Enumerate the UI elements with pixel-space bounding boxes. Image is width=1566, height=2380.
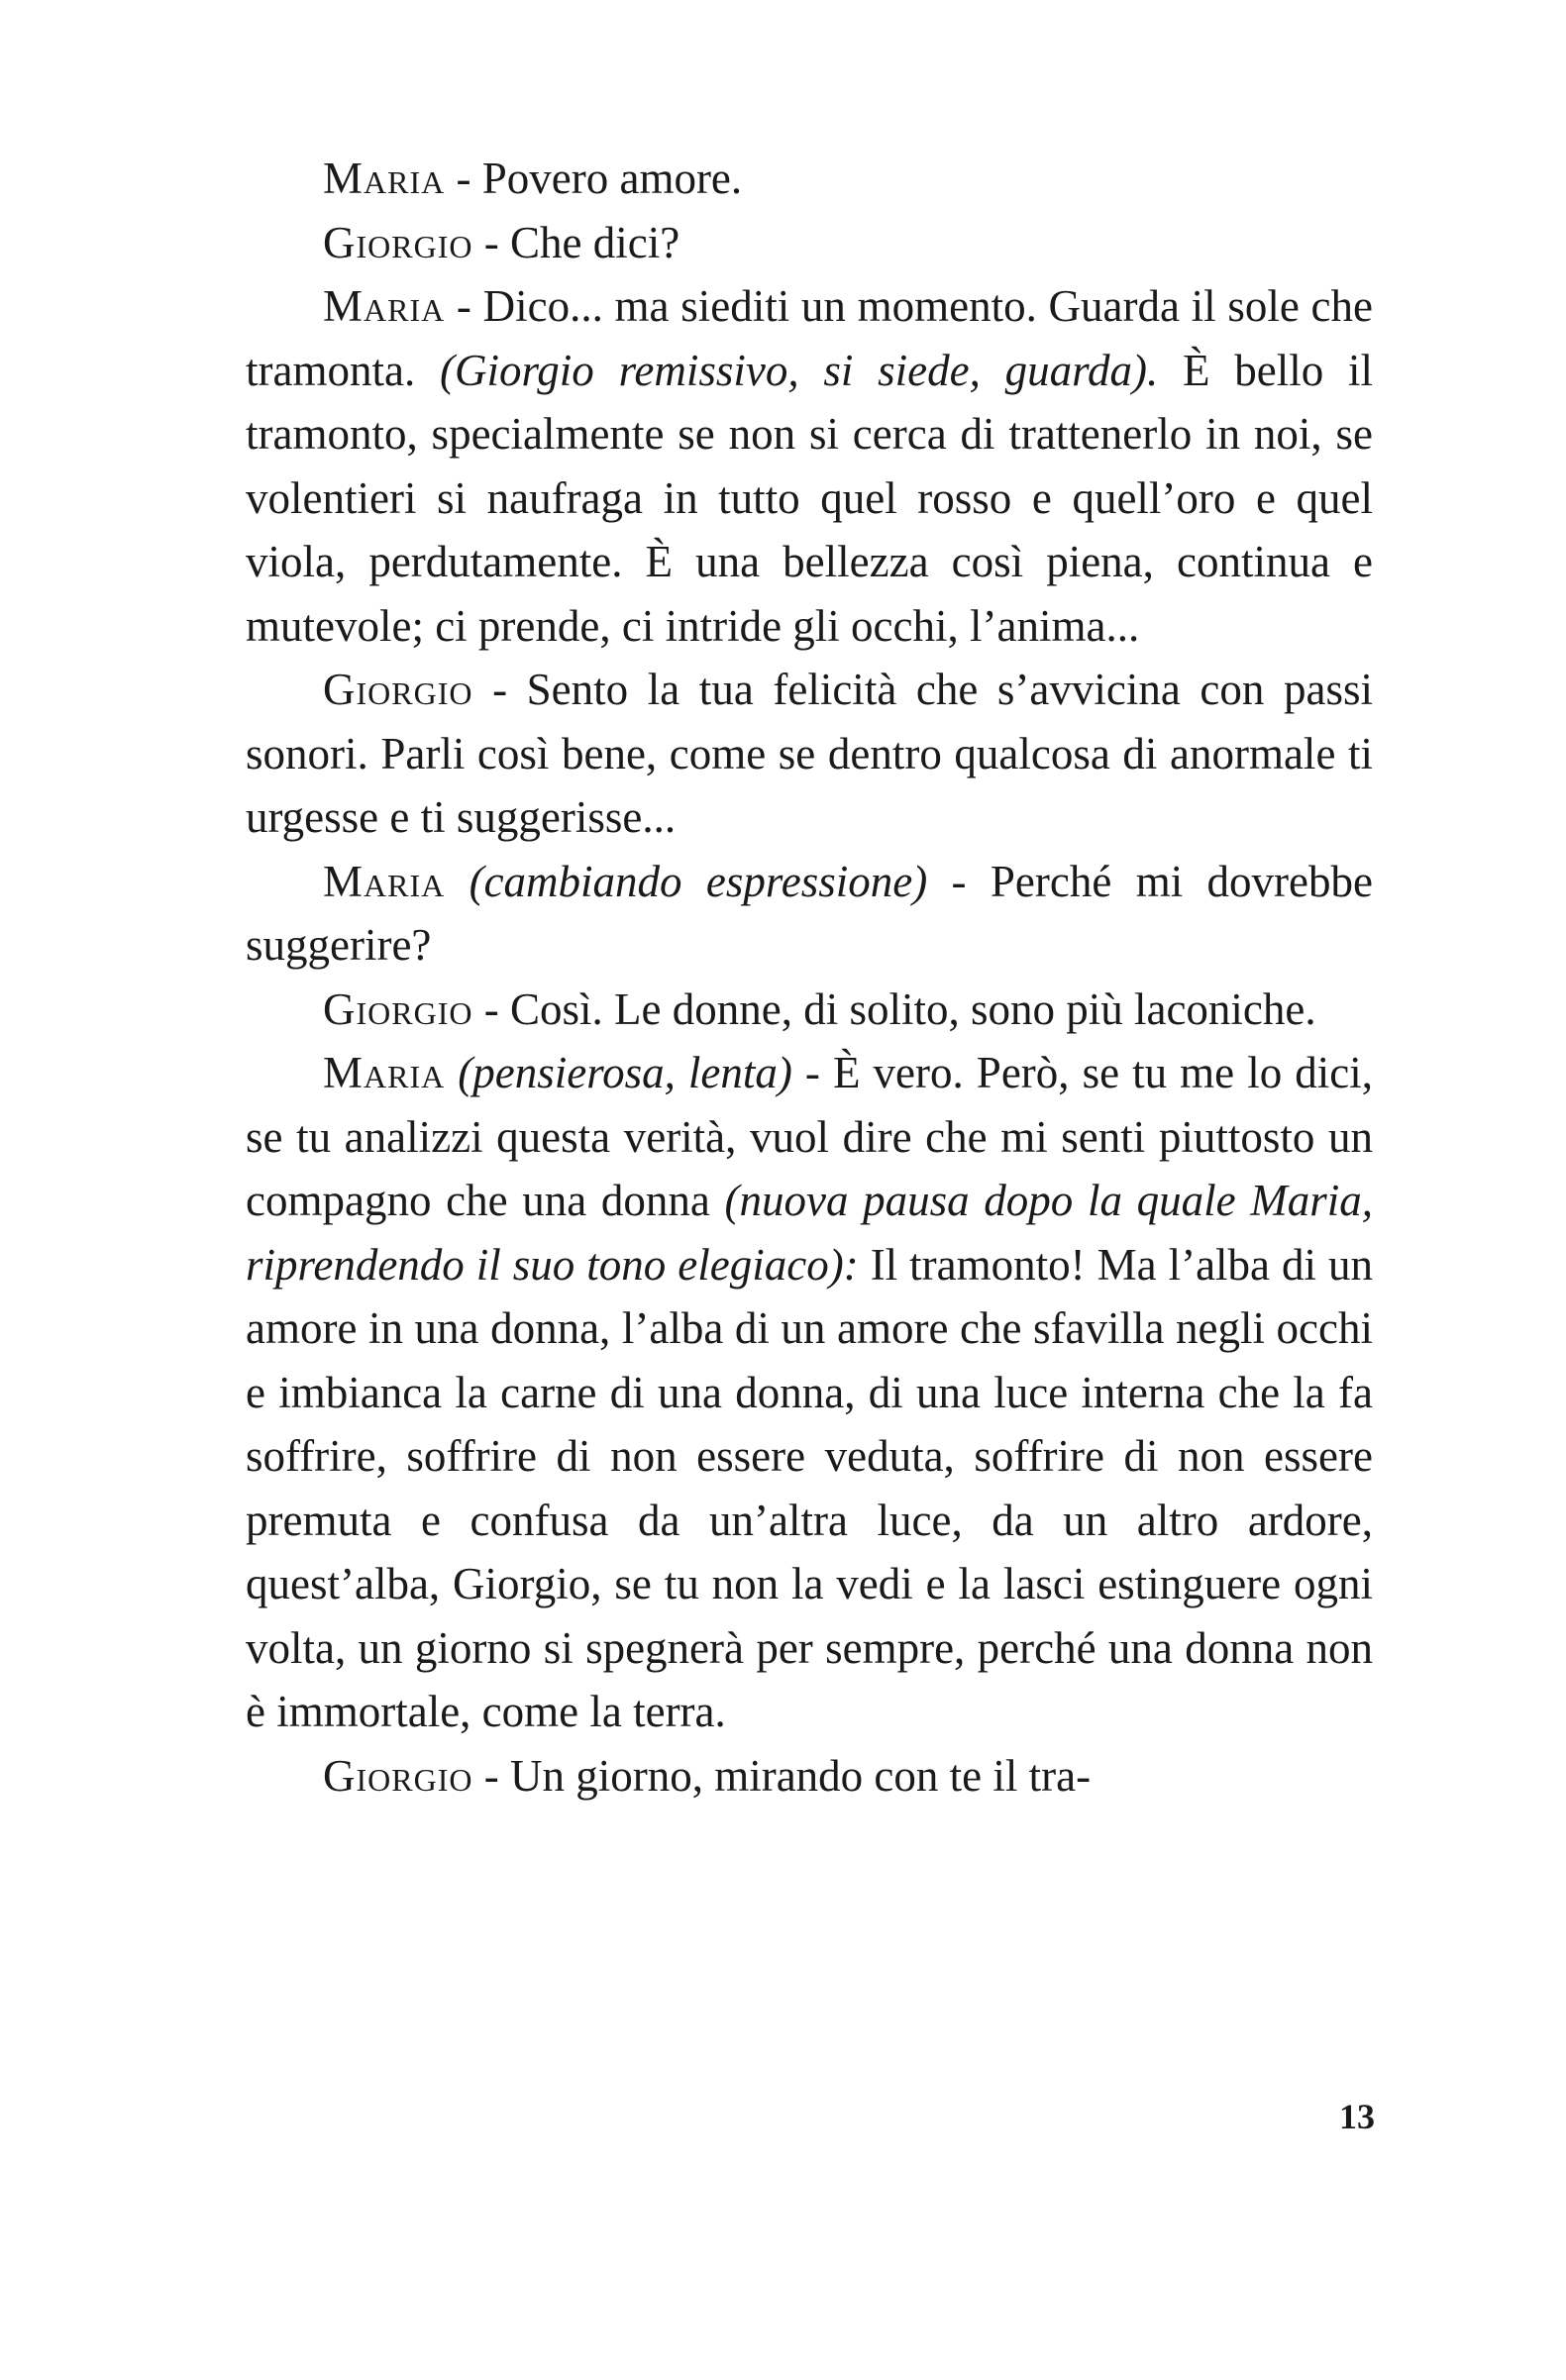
spoken-text: Che dici? [509,217,680,267]
dialogue-line-1: Maria - Povero amore. [323,154,743,203]
spoken-text: Un giorno, mirando con te il tra- [509,1750,1092,1801]
spoken-text: Sento la tua felicità che s’avvicina con passi sonori. Parli così bene, come se dentro qualcosa di anormale ti urgesse e ti suggerisse... [246,665,1373,842]
dialogue-line-8: Giorgio - Un giorno, mirando con te il tra- [323,1750,1092,1801]
spoken-text: È bello il tramonto, specialmente se non si cerca di trattenerlo in noi, se volentieri si naufraga in tutto quel rosso e quell’oro e quel viola, perdutamente. È una bellezza così piena, continua e mutevole; ci prende, ci intride gli occhi, l’anima... [246,345,1373,651]
page-number: 13 [1339,2097,1375,2136]
stage-direction: (cambiando espressione) [469,856,928,906]
speaker-name: Giorgio [323,217,473,267]
spoken-text: È vero. Però, se tu me lo dici, se tu analizzi questa verità, vuol dire che mi senti piuttosto un compagno che una donna [246,1048,1373,1225]
stage-direction: (nuova pausa dopo la quale Maria, riprendendo il suo tono elegiaco): [246,1176,1374,1290]
dialogue-line-4: Giorgio - Sento la tua felicità che s’avvicina con passi sonori. Parli così bene, come se dentro qualcosa di anormale ti urgesse e ti suggerisse... [246,665,1373,842]
speaker-name: Giorgio [323,665,473,714]
speaker-name: Giorgio [323,983,473,1034]
dialogue-line-5: Maria (cambiando espressione) - Perché mi dovrebbe suggerire? [246,856,1373,970]
dialogue-text [246,147,1373,1808]
speaker-name: Maria [323,154,446,203]
spoken-text: Il tramonto! Ma l’alba di un amore in una donna, l’alba di un amore che sfavilla negli occhi e imbianca la carne di una donna, di una luce interna che la fa soffrire, soffrire di non essere veduta, soffrire di non essere premuta e confusa da un’altra luce, da un altro ardore, quest’alba, Giorgio, se tu non la vedi e la lasci estinguere ogni volta, un giorno si spegnerà per sempre, perché una donna non è immortale, come la terra. [246,1239,1374,1736]
dialogue-line-3: Maria - Dico... ma siediti un momento. Guarda il sole che tramonta. (Giorgio remissivo, si siede, guarda). È bello il tramonto, specialmente se non si cerca di trattenerlo in noi, se volentieri si naufraga in tutto quel rosso e quell’oro e quel viola, perdutamente. È una bellezza così piena, continua e mutevole; ci prende, ci intride gli occhi, l’anima... [246,281,1373,651]
dialogue-line-2: Giorgio - Che dici? [323,217,680,267]
speaker-name: Maria [323,281,446,331]
spoken-text: Così. Le donne, di solito, sono più laconiche. [509,983,1316,1034]
spoken-text: Dico... ma siediti un momento. Guarda il sole che tramonta. [246,281,1373,395]
speaker-name: Maria [323,856,446,906]
speaker-name: Giorgio [323,1750,473,1801]
spoken-text: Povero amore. [481,154,743,203]
stage-direction: (pensierosa, lenta) [458,1048,792,1097]
stage-direction: (Giorgio remissivo, si siede, guarda). [439,345,1159,395]
speaker-name: Maria [323,1048,446,1097]
spoken-text: Perché mi dovrebbe suggerire? [246,856,1373,970]
dialogue-line-6: Giorgio - Così. Le donne, di solito, sono più laconiche. [323,983,1316,1034]
dialogue-line-7: Maria (pensierosa, lenta) - È vero. Però, se tu me lo dici, se tu analizzi questa verità, vuol dire che mi senti piuttosto un compagno che una donna (nuova pausa dopo la quale Maria, riprendendo il suo tono elegiaco): Il tramonto! Ma l’alba di un amore in una donna, l’alba di un amore che sfavilla negli occhi e imbianca la carne di una donna, di una luce interna che la fa soffrire, soffrire di non essere veduta, soffrire di non essere premuta e confusa da un’altra luce, da un altro ardore, quest’alba, Giorgio, se tu non la vedi e la lasci estinguere ogni volta, un giorno si spegnerà per sempre, perché una donna non è immortale, come la terra. [246,1048,1374,1736]
